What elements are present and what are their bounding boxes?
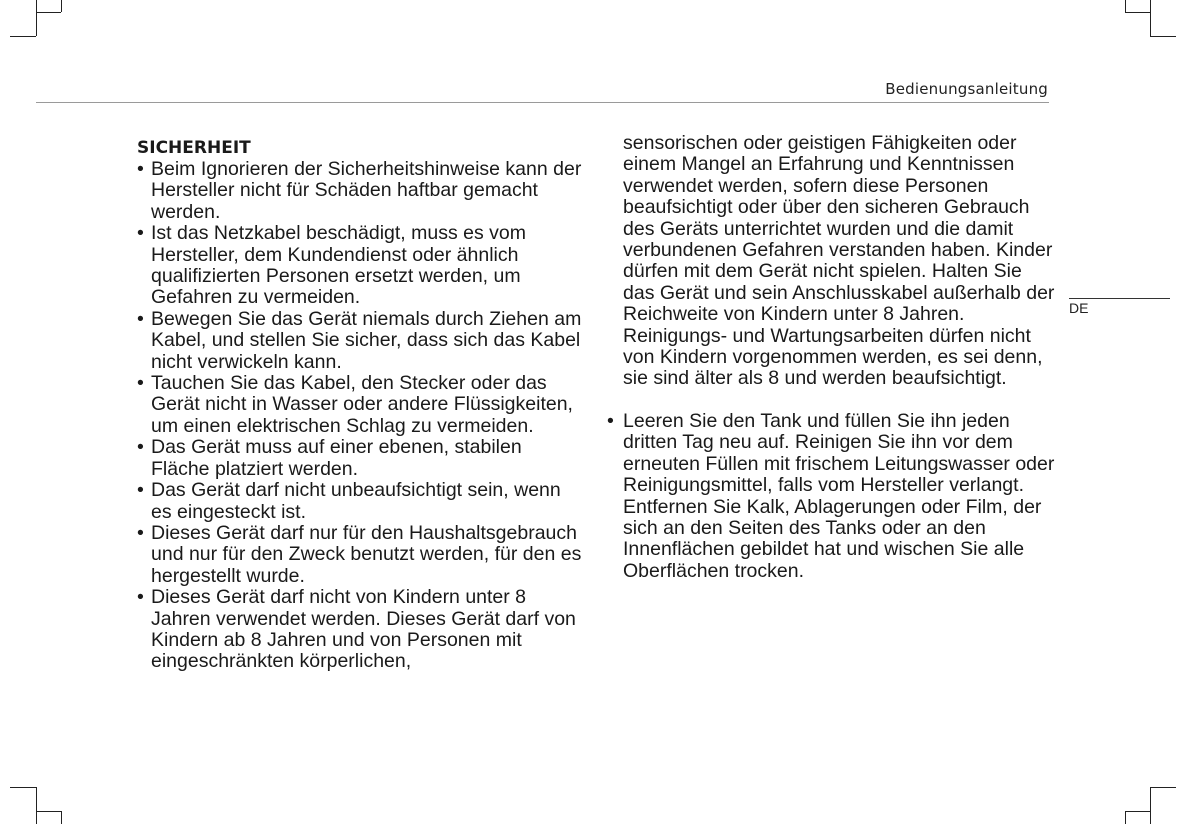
crop-mark (36, 787, 37, 824)
crop-mark (1125, 811, 1150, 812)
list-item: • Das Gerät darf nicht unbeaufsichtigt sein, wenn es eingesteckt ist. (137, 480, 582, 523)
running-header-title: Bedienungsanleitung (885, 80, 1048, 98)
crop-mark (1150, 787, 1176, 788)
crop-mark (36, 811, 61, 812)
section-title: SICHERHEIT (137, 138, 251, 158)
list-item: • Leeren Sie den Tank und füllen Sie ihn jeden dritten Tag neu auf. Reinigen Sie ihn vor dem erneuten Füllen mit frischem Leitungswasser oder Reinigungsmittel, falls vom Hersteller verlangt. Entfernen Sie Kalk, Ablagerungen oder Film, der sich an den Seiten des Tanks oder an den Innenflächen gebildet hat und wischen Sie alle Oberflächen trocken. (607, 411, 1057, 582)
crop-mark (1150, 0, 1151, 36)
header-divider (36, 102, 1049, 103)
right-column (607, 133, 1057, 582)
language-tab-label: DE (1069, 300, 1089, 316)
crop-mark (36, 12, 61, 13)
crop-mark (36, 0, 37, 36)
crop-mark (1150, 36, 1176, 37)
crop-mark (1125, 811, 1126, 824)
crop-mark (10, 787, 36, 788)
continuation-paragraph: sensorischen oder geistigen Fähigkeiten oder einem Mangel an Erfahrung und Kenntnissen verwendet werden, sofern diese Personen beaufsichtigt oder über den sicheren Gebrauch des Geräts unterrichtet wurden und die damit verbundenen Gefahren verstanden haben. Kinder dürfen mit dem Gerät nicht spielen. Halten Sie das Gerät und sein Anschlusskabel außerhalb der Reichweite von Kindern unter 8 Jahren. Reinigungs- und Wartungsarbeiten dürfen nicht von Kindern vorgenommen werden, es sei denn, sie sind älter als 8 und werden beaufsichtigt. (623, 132, 1055, 390)
language-tab-divider (1069, 298, 1170, 299)
list-item: • Beim Ignorieren der Sicherheitshinweise kann der Hersteller nicht für Schäden haftbar gemacht werden. (137, 159, 582, 223)
crop-mark (1125, 12, 1150, 13)
list-item: • Dieses Gerät darf nicht von Kindern unter 8 Jahren verwendet werden. Dieses Gerät darf von Kindern ab 8 Jahren und von Personen mit eingeschränkten körperlichen, (137, 587, 582, 673)
list-item: • Bewegen Sie das Gerät niemals durch Ziehen am Kabel, und stellen Sie sicher, dass sich das Kabel nicht verwickeln kann. (137, 309, 582, 373)
list-item: • Tauchen Sie das Kabel, den Stecker oder das Gerät nicht in Wasser oder andere Flüssigkeiten, um einen elektrischen Schlag zu vermeiden. (137, 373, 582, 437)
left-column (137, 138, 582, 673)
maintenance-list (607, 411, 1057, 582)
crop-mark (61, 811, 62, 824)
list-item: • Dieses Gerät darf nur für den Haushaltsgebrauch und nur für den Zweck benutzt werden, für den es hergestellt wurde. (137, 523, 582, 587)
safety-list (137, 159, 582, 673)
crop-mark (1150, 787, 1151, 824)
crop-mark (10, 36, 36, 37)
list-item: • Ist das Netzkabel beschädigt, muss es vom Hersteller, dem Kundendienst oder ähnlich qualifizierten Personen ersetzt werden, um Gefahren zu vermeiden. (137, 223, 582, 309)
crop-mark (61, 0, 62, 12)
crop-mark (1125, 0, 1126, 12)
list-item: • Das Gerät muss auf einer ebenen, stabilen Fläche platziert werden. (137, 437, 582, 480)
